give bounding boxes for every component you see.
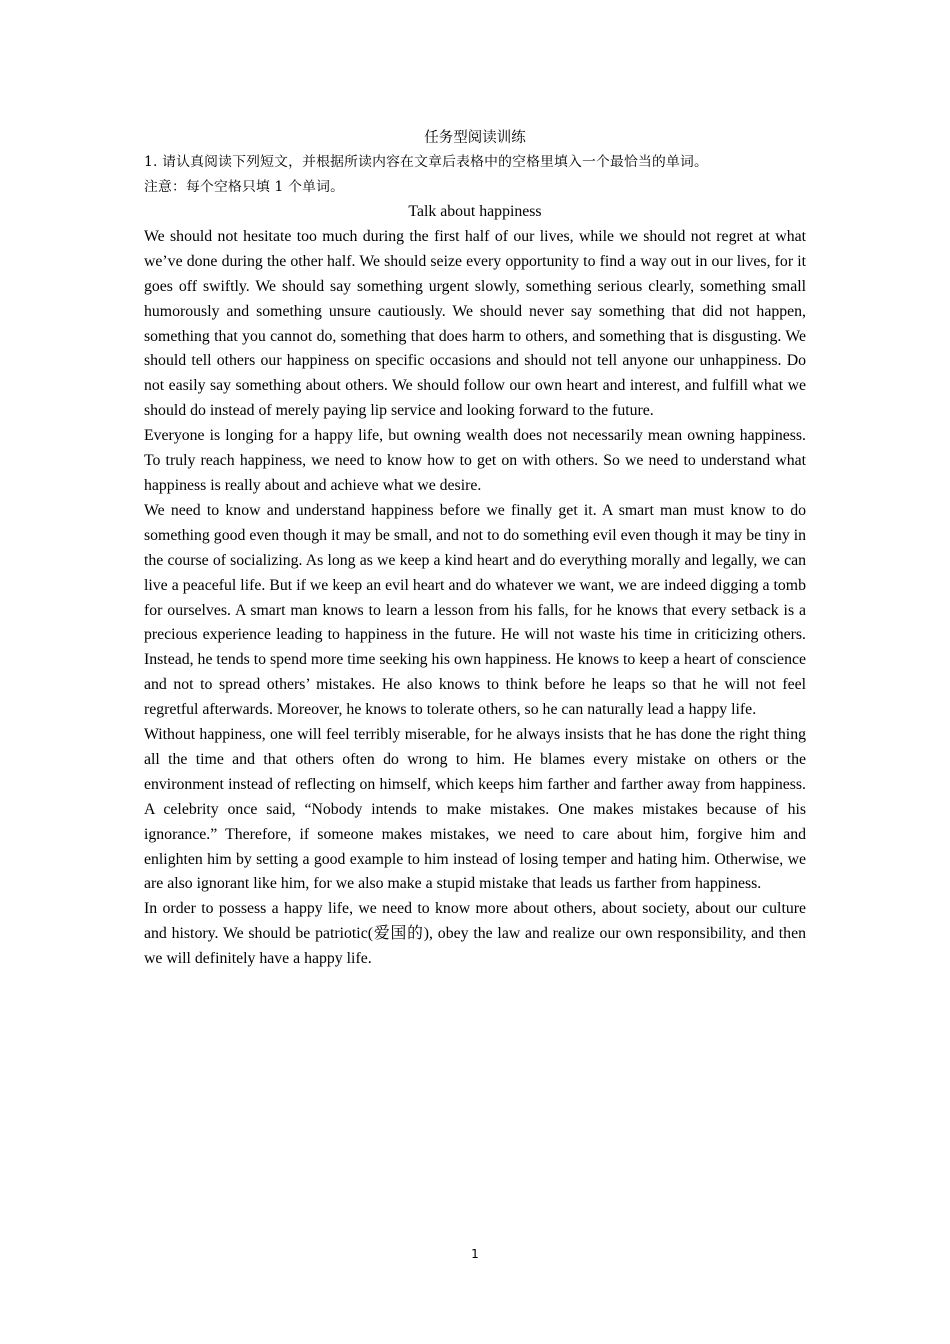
paragraph-3: We need to know and understand happiness before we finally get it. A smart man must know to do something good even though it may be small, and not to do something evil even though it may be tiny in the course of socializing. As long as we keep a kind heart and do everything morally and legally, we can live a peaceful life. But if we keep an evil heart and do whatever we want, we are indeed digging a tomb for ourselves. A smart man knows to learn a lesson from his falls, for he knows that every setback is a precious experience leading to happiness in the future. He will not waste his time in criticizing others. Instead, he tends to spend more time seeking his own happiness. He knows to keep a heart of conscience and not to spread others’ mistakes. He also knows to think before he leaps so that he will not feel regretful afterwards. Moreover, he knows to tolerate others, so he can naturally lead a happy life. <box>144 501 806 719</box>
document-title: 任务型阅读训练 <box>424 130 526 146</box>
paragraph-4: Without happiness, one will feel terribly miserable, for he always insists that he has done the right thing all the time and that others often do wrong to him. He blames every mistake on others or the environment instead of reflecting on himself, which keeps him farther and farther away from happiness. A celebrity once said, “Nobody intends to make mistakes. One makes mistakes because of his ignorance.” Therefore, if someone makes mistakes, we need to care about him, forgive him and enlighten him by setting a good example to him instead of losing temper and hating him. Otherwise, we are also ignorant like him, for we also make a stupid mistake that leads us farther from happiness. <box>144 726 806 893</box>
instruction-line-1: 1. 请认真阅读下列短文，并根据所读内容在文章后表格中的空格里填入一个最恰当的单词。 <box>144 154 709 170</box>
paragraph-5: In order to possess a happy life, we need to know more about others, about society, about our culture and history. We should be patriotic(爱国的), obey the law and realize our own responsibility, and then we will definitely have a happy life. <box>144 900 806 968</box>
passage-title: Talk about happiness <box>408 203 542 220</box>
paragraph-2: Everyone is longing for a happy life, but owning wealth does not necessarily mean owning happiness. To truly reach happiness, we need to know how to get on with others. So we need to understand what happiness is really about and achieve what we desire. <box>144 427 806 494</box>
page-number: 1 <box>471 1247 479 1261</box>
instruction-line-2: 注意：每个空格只填 1 个单词。 <box>144 179 345 195</box>
document-page <box>144 126 806 972</box>
paragraph-1: We should not hesitate too much during the first half of our lives, while we should not regret at what we’ve done during the other half. We should seize every opportunity to find a way out in our lives, for it goes off swiftly. We should say something urgent slowly, something serious clearly, something small humorously and something unsure cautiously. We should never say something that did not happen, something that you cannot do, something that does harm to others, and something that is disgusting. We should tell others our happiness on specific occasions and should not tell anyone our unhappiness. Do not easily say something about others. We should follow our own heart and interest, and fulfill what we should do instead of merely paying lip service and looking forward to the future. <box>144 227 806 420</box>
